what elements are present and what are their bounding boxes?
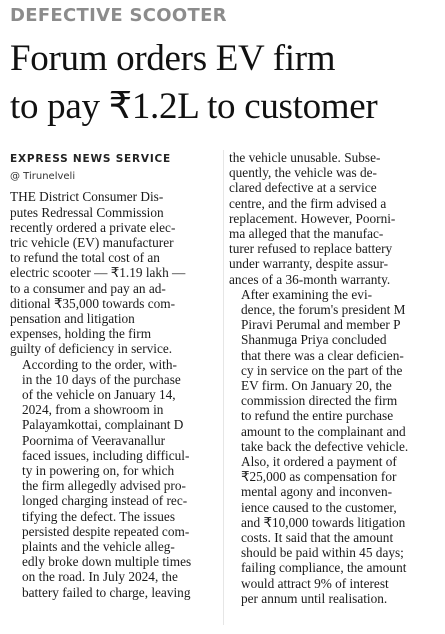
dateline: @ Tirunelveli bbox=[10, 171, 76, 183]
text-line: to a consumer and pay an ad- bbox=[10, 280, 166, 296]
text-line: battery failed to charge, leaving bbox=[22, 584, 191, 600]
text-line: would attract 9% of interest bbox=[241, 575, 389, 591]
text-line: and ₹10,000 towards litigation bbox=[241, 514, 406, 530]
text-line: cy in service on the part of the bbox=[241, 362, 403, 378]
text-line: Palayamkottai, complainant D bbox=[22, 417, 184, 433]
text-line: After examining the evi- bbox=[241, 286, 373, 302]
text-line: the firm allegedly advised pro- bbox=[22, 478, 186, 494]
text-line: commission directed the firm bbox=[241, 393, 398, 409]
text-line: tric vehicle (EV) manufacturer bbox=[10, 235, 174, 251]
text-line: THE District Consumer Dis- bbox=[10, 189, 164, 205]
text-line: dence, the forum's president M bbox=[241, 302, 406, 318]
headline bbox=[10, 35, 440, 131]
text-line: EV firm. On January 20, the bbox=[241, 378, 392, 394]
headline-line-2: to pay ₹1.2L to customer bbox=[10, 86, 378, 127]
headline-line-1: Forum orders EV firm bbox=[10, 38, 336, 79]
text-line: recently ordered a private elec- bbox=[10, 219, 176, 235]
text-line: edly broke down multiple times bbox=[22, 554, 192, 570]
text-line: should be paid within 45 days; bbox=[241, 545, 404, 561]
text-line: amount to the complainant and bbox=[241, 423, 406, 439]
text-line: the vehicle unusable. Subse- bbox=[229, 150, 381, 165]
text-line: longed charging instead of rec- bbox=[22, 493, 188, 509]
text-line: Also, it ordered a payment of bbox=[241, 454, 397, 470]
byline: EXPRESS NEWS SERVICE bbox=[10, 153, 172, 165]
text-line: turer refused to replace battery bbox=[229, 241, 393, 257]
text-line: under warranty, despite assur- bbox=[229, 256, 389, 272]
text-line: electric scooter — ₹1.19 lakh — bbox=[10, 265, 186, 281]
paragraph bbox=[229, 287, 437, 606]
text-line: on the road. In July 2024, the bbox=[22, 569, 178, 585]
article-column-left bbox=[10, 150, 218, 600]
text-line: take back the defective vehicle. bbox=[241, 438, 409, 454]
text-line: ty in powering on, for which bbox=[22, 463, 175, 479]
text-line: faced issues, including difficul- bbox=[22, 447, 190, 463]
text-line: ₹25,000 as compensation for bbox=[241, 469, 397, 485]
text-line: ience caused to the customer, bbox=[241, 499, 397, 515]
text-line: tifying the defect. The issues bbox=[22, 508, 175, 524]
right-column-body bbox=[229, 150, 437, 606]
text-line: Poornima of Veeravanallur bbox=[22, 432, 166, 448]
article-column-right bbox=[229, 150, 437, 606]
text-line: mental agony and inconven- bbox=[241, 484, 393, 500]
paragraph bbox=[10, 357, 218, 600]
text-line: to refund the entire purchase bbox=[241, 408, 394, 424]
text-line: per annum until realisation. bbox=[241, 590, 388, 606]
text-line: failing compliance, the amount bbox=[241, 560, 407, 576]
section-kicker: DEFECTIVE SCOOTER bbox=[10, 5, 227, 26]
text-line: ma alleged that the manufac- bbox=[229, 226, 384, 242]
text-line: clared defective at a service bbox=[229, 180, 377, 196]
text-line: According to the order, with- bbox=[22, 356, 177, 372]
text-line: persisted despite repeated com- bbox=[22, 523, 190, 539]
text-line: plaints and the vehicle alleg- bbox=[22, 539, 175, 555]
text-line: Piravi Perumal and member P bbox=[241, 317, 401, 333]
text-line: pensation and litigation bbox=[10, 311, 135, 327]
text-line: guilty of deficiency in service. bbox=[10, 341, 173, 357]
text-line: expenses, holding the firm bbox=[10, 326, 152, 342]
left-column-body bbox=[10, 189, 218, 599]
text-line: in the 10 days of the purchase bbox=[22, 371, 181, 387]
column-divider bbox=[223, 150, 224, 625]
text-line: centre, and the firm advised a bbox=[229, 195, 387, 211]
text-line: to refund the total cost of an bbox=[10, 250, 160, 266]
text-line: putes Redressal Commission bbox=[10, 204, 164, 220]
text-line: 2024, from a showroom in bbox=[22, 402, 164, 418]
paragraph bbox=[229, 150, 437, 287]
text-line: ances of a 36-month warranty. bbox=[229, 271, 391, 287]
text-line: of the vehicle on January 14, bbox=[22, 387, 176, 403]
paragraph bbox=[10, 189, 218, 356]
text-line: quently, the vehicle was de- bbox=[229, 165, 377, 181]
text-line: ditional ₹35,000 towards com- bbox=[10, 295, 176, 311]
text-line: costs. It said that the amount bbox=[241, 530, 394, 546]
text-line: Shanmuga Priya concluded bbox=[241, 332, 387, 348]
text-line: replacement. However, Poorni- bbox=[229, 210, 396, 226]
text-line: that there was a clear deficien- bbox=[241, 347, 404, 363]
